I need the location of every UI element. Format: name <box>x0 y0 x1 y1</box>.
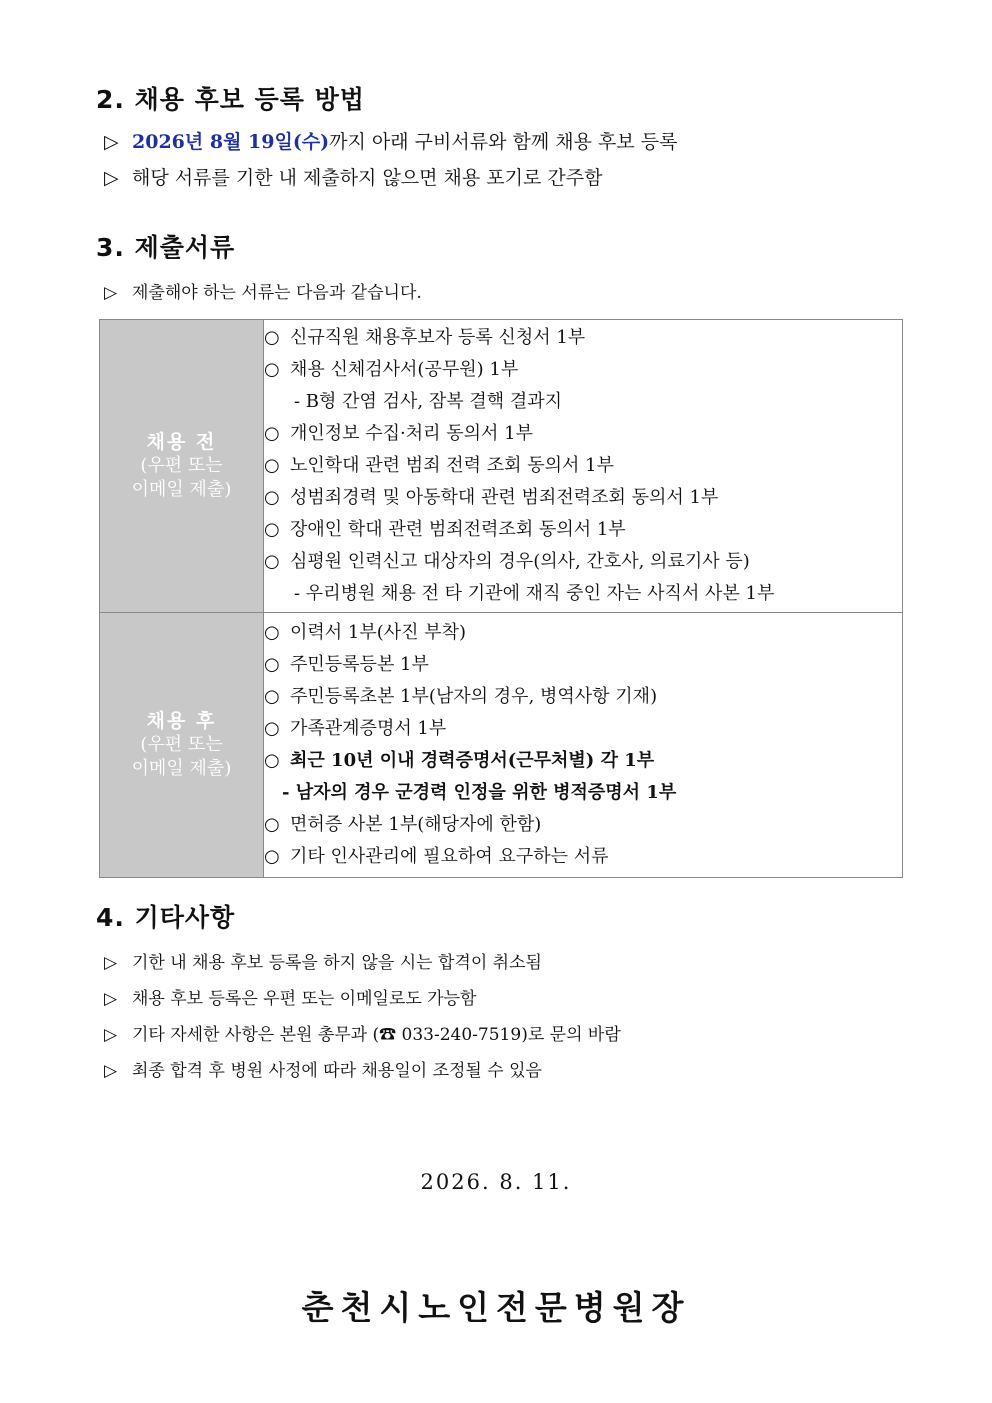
section-2-line-2-text: 해당 서류를 기한 내 제출하지 않으면 채용 포기로 간주함 <box>132 167 603 189</box>
bullet-triangle-icon: ▷ <box>104 1061 118 1081</box>
list-item-text: 가족관계증명서 1부 <box>290 718 447 739</box>
list-item <box>264 809 902 841</box>
bullet-triangle-icon: ▷ <box>104 131 119 153</box>
list-item <box>264 713 902 745</box>
section-3-title: 3. 제출서류 <box>96 233 236 262</box>
section-4-line-text: 기타 자세한 사항은 본원 총무과 (☎ 033-240-7519)로 문의 바람 <box>132 1025 621 1045</box>
circle-bullet-icon: ○ <box>264 455 280 476</box>
section-4-line <box>104 948 542 973</box>
documents-table <box>99 319 903 878</box>
circle-bullet-icon: ○ <box>264 622 280 643</box>
list-item <box>264 482 902 514</box>
list-item <box>264 745 902 777</box>
list-item <box>264 322 902 354</box>
list-item-text: 심평원 인력신고 대상자의 경우(의사, 간호사, 의료기사 등) <box>290 551 750 572</box>
after-hire-label <box>100 613 264 878</box>
deadline-date: 2026년 8월 19일(수) <box>132 131 330 153</box>
section-4-line <box>104 1056 542 1081</box>
issuer-signature: 춘천시노인전문병원장 <box>301 1288 691 1327</box>
list-item-text: 노인학대 관련 범죄 전력 조회 동의서 1부 <box>290 455 614 476</box>
document-date: 2026. 8. 11. <box>420 1170 572 1194</box>
section-4-line <box>104 1020 621 1045</box>
section-2-title: 2. 채용 후보 등록 방법 <box>96 85 365 114</box>
circle-bullet-icon: ○ <box>264 487 280 508</box>
section-4-title: 4. 기타사항 <box>96 903 236 932</box>
after-hire-label-sub1: (우편 또는 <box>140 734 223 755</box>
list-item <box>264 546 902 578</box>
list-item-text: 채용 신체검사서(공무원) 1부 <box>290 359 519 380</box>
before-hire-items <box>264 320 903 613</box>
list-item <box>264 354 902 386</box>
section-2-line-2 <box>104 163 602 190</box>
section-4-line-text: 최종 합격 후 병원 사정에 따라 채용일이 조정될 수 있음 <box>132 1061 542 1081</box>
section-4-line-text: 채용 후보 등록은 우편 또는 이메일로도 가능함 <box>132 989 477 1009</box>
bullet-triangle-icon: ▷ <box>104 283 118 303</box>
list-item-sub <box>264 578 902 610</box>
list-item-text: - B형 간염 검사, 잠복 결핵 결과지 <box>294 391 563 412</box>
list-item-text: 개인정보 수집·처리 동의서 1부 <box>290 423 533 444</box>
list-item <box>264 450 902 482</box>
before-hire-label-sub1: (우편 또는 <box>140 455 223 476</box>
list-item <box>264 681 902 713</box>
after-hire-items <box>264 613 903 878</box>
circle-bullet-icon: ○ <box>264 718 280 739</box>
list-item-sub <box>264 777 902 809</box>
section-2-line-1-text: 까지 아래 구비서류와 함께 채용 후보 등록 <box>329 131 678 153</box>
section-4-line-text: 기한 내 채용 후보 등록을 하지 않을 시는 합격이 취소됨 <box>132 953 542 973</box>
section-3-intro-text: 제출해야 하는 서류는 다음과 같습니다. <box>132 283 422 303</box>
list-item-text: 성범죄경력 및 아동학대 관련 범죄전력조회 동의서 1부 <box>290 487 719 508</box>
circle-bullet-icon: ○ <box>264 814 280 835</box>
table-row-after <box>100 613 903 878</box>
circle-bullet-icon: ○ <box>264 846 280 867</box>
list-item <box>264 649 902 681</box>
bullet-triangle-icon: ▷ <box>104 989 118 1009</box>
circle-bullet-icon: ○ <box>264 686 280 707</box>
list-item-text: 장애인 학대 관련 범죄전력조회 동의서 1부 <box>290 519 626 540</box>
list-item-text: - 남자의 경우 군경력 인정을 위한 병적증명서 1부 <box>282 782 677 803</box>
list-item <box>264 418 902 450</box>
list-item-text: 신규직원 채용후보자 등록 신청서 1부 <box>290 327 586 348</box>
table-row-before <box>100 320 903 613</box>
section-2-line-1 <box>104 127 677 154</box>
list-item-text: - 우리병원 채용 전 타 기관에 재직 중인 자는 사직서 사본 1부 <box>294 583 775 604</box>
bullet-triangle-icon: ▷ <box>104 953 118 973</box>
list-item <box>264 617 902 649</box>
circle-bullet-icon: ○ <box>264 327 280 348</box>
list-item-text: 면허증 사본 1부(해당자에 한함) <box>290 814 542 835</box>
circle-bullet-icon: ○ <box>264 519 280 540</box>
circle-bullet-icon: ○ <box>264 551 280 572</box>
before-hire-label-main: 채용 전 <box>146 431 217 453</box>
after-hire-label-main: 채용 후 <box>146 710 217 732</box>
circle-bullet-icon: ○ <box>264 359 280 380</box>
circle-bullet-icon: ○ <box>264 750 280 771</box>
bullet-triangle-icon: ▷ <box>104 1025 118 1045</box>
after-hire-label-sub2: 이메일 제출) <box>131 758 232 779</box>
list-item <box>264 841 902 873</box>
before-hire-label <box>100 320 264 613</box>
list-item-text: 최근 10년 이내 경력증명서(근무처별) 각 1부 <box>290 750 655 771</box>
list-item-text: 기타 인사관리에 필요하여 요구하는 서류 <box>290 846 609 867</box>
section-4-line <box>104 984 476 1009</box>
list-item-text: 주민등록초본 1부(남자의 경우, 병역사항 기재) <box>290 686 658 707</box>
bullet-triangle-icon: ▷ <box>104 167 119 189</box>
list-item-text: 주민등록등본 1부 <box>290 654 429 675</box>
list-item <box>264 514 902 546</box>
list-item-text: 이력서 1부(사진 부착) <box>290 622 467 643</box>
list-item-sub <box>264 386 902 418</box>
before-hire-label-sub2: 이메일 제출) <box>131 479 232 500</box>
section-3-intro <box>104 278 422 303</box>
circle-bullet-icon: ○ <box>264 654 280 675</box>
circle-bullet-icon: ○ <box>264 423 280 444</box>
